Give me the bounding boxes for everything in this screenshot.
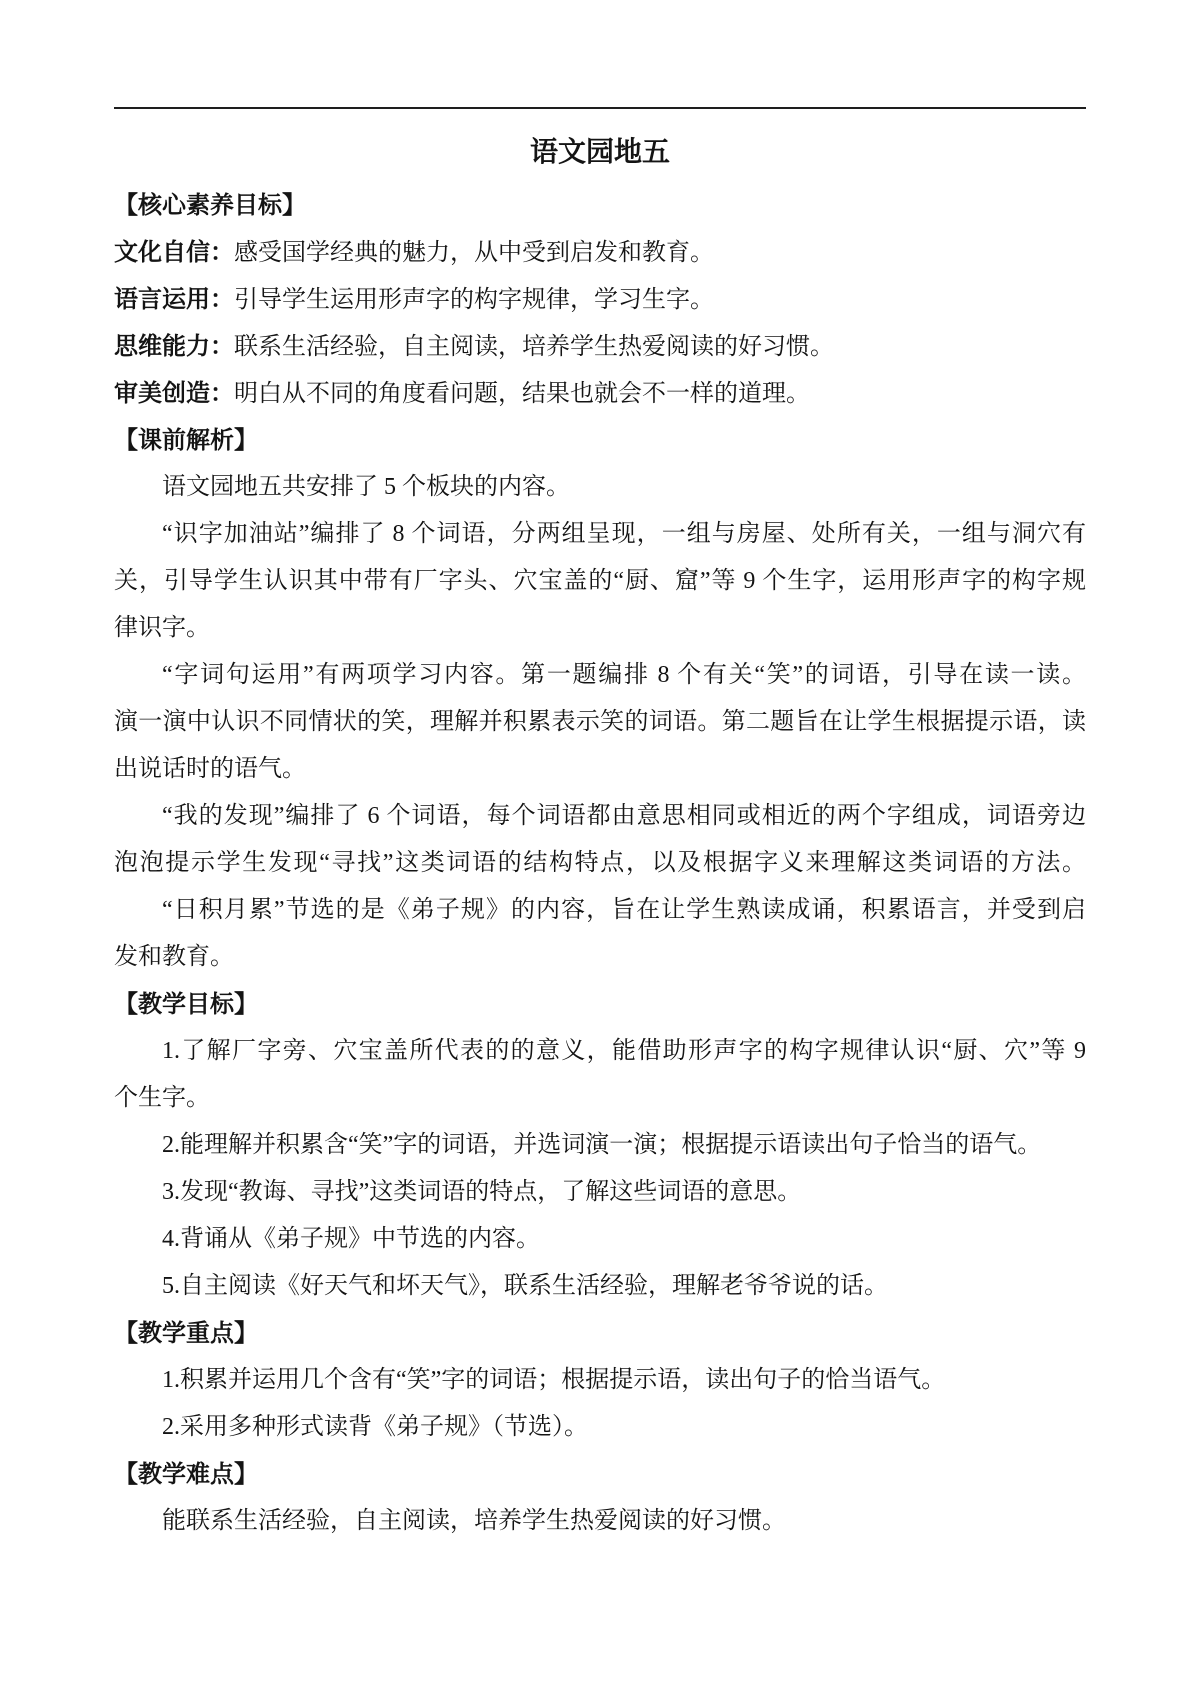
objective-line: 2.能理解并积累含“笑”字的词语，并选词演一演；根据提示语读出句子恰当的语气。 [162, 1132, 1042, 1158]
paragraph-line: “我的发现”编排了 6 个词语，每个词语都由意思相同或相近的两个字组成，词语旁边 [162, 803, 1086, 829]
paragraph-line: 出说话时的语气。 [114, 756, 306, 782]
paragraph-line: 语文园地五共安排了 5 个板块的内容。 [162, 474, 570, 500]
paragraph-line: 律识字。 [114, 615, 210, 641]
document-body [114, 182, 1086, 1545]
header-rule [114, 107, 1086, 109]
goal-text: 明白从不同的角度看问题，结果也就会不一样的道理。 [234, 381, 810, 407]
key-point-line: 1.积累并运用几个含有“笑”字的词语；根据提示语，读出句子的恰当语气。 [162, 1367, 946, 1393]
paragraph-line: 泡泡提示学生发现“寻找”这类词语的结构特点，以及根据字义来理解这类词语的方法。 [114, 850, 1086, 876]
goal-item [114, 276, 1086, 323]
difficulty-line: 能联系生活经验，自主阅读，培养学生热爱阅读的好习惯。 [162, 1508, 786, 1534]
goal-text: 引导学生运用形声字的构字规律，学习生字。 [234, 287, 714, 313]
section-heading-core-goals: 【核心素养目标】 [114, 192, 306, 219]
goal-text: 联系生活经验，自主阅读，培养学生热爱阅读的好习惯。 [234, 334, 834, 360]
paragraph-line: “日积月累”节选的是《弟子规》的内容，旨在让学生熟读成诵，积累语言，并受到启 [162, 897, 1086, 923]
goal-item [114, 370, 1086, 417]
goal-label: 审美创造： [114, 380, 234, 407]
page-title: 语文园地五 [529, 136, 670, 167]
paragraph-line: 关，引导学生认识其中带有厂字头、穴宝盖的“厨、窟”等 9 个生字，运用形声字的构字规 [114, 568, 1086, 594]
goal-item [114, 229, 1086, 276]
goal-label: 语言运用： [114, 286, 234, 313]
objective-line: 3.发现“教诲、寻找”这类词语的特点，了解这些词语的意思。 [162, 1179, 802, 1205]
section-heading-difficulty: 【教学难点】 [114, 1461, 258, 1488]
paragraph-line: 演一演中认识不同情状的笑，理解并积累表示笑的词语。第二题旨在让学生根据提示语，读 [114, 709, 1086, 735]
section-heading-objectives: 【教学目标】 [114, 991, 258, 1018]
goal-text: 感受国学经典的魅力，从中受到启发和教育。 [234, 240, 714, 266]
key-point-line: 2.采用多种形式读背《弟子规》（节选）。 [162, 1414, 588, 1440]
goal-label: 文化自信： [114, 239, 234, 266]
goal-item [114, 323, 1086, 370]
section-heading-analysis: 【课前解析】 [114, 427, 258, 454]
objective-line: 4.背诵从《弟子规》中节选的内容。 [162, 1226, 540, 1252]
objective-line: 1.了解厂字旁、穴宝盖所代表的的意义，能借助形声字的构字规律认识“厨、穴”等 9 [162, 1038, 1086, 1064]
paragraph-line: 发和教育。 [114, 944, 234, 970]
goal-label: 思维能力： [114, 333, 234, 360]
objective-line: 5.自主阅读《好天气和坏天气》，联系生活经验，理解老爷爷说的话。 [162, 1273, 888, 1299]
section-heading-key-points: 【教学重点】 [114, 1320, 258, 1347]
paragraph-line: “识字加油站”编排了 8 个词语，分两组呈现，一组与房屋、处所有关，一组与洞穴有 [162, 521, 1086, 547]
objective-line: 个生字。 [114, 1085, 210, 1111]
paragraph-line: “字词句运用”有两项学习内容。第一题编排 8 个有关“笑”的词语，引导在读一读。 [162, 662, 1086, 688]
